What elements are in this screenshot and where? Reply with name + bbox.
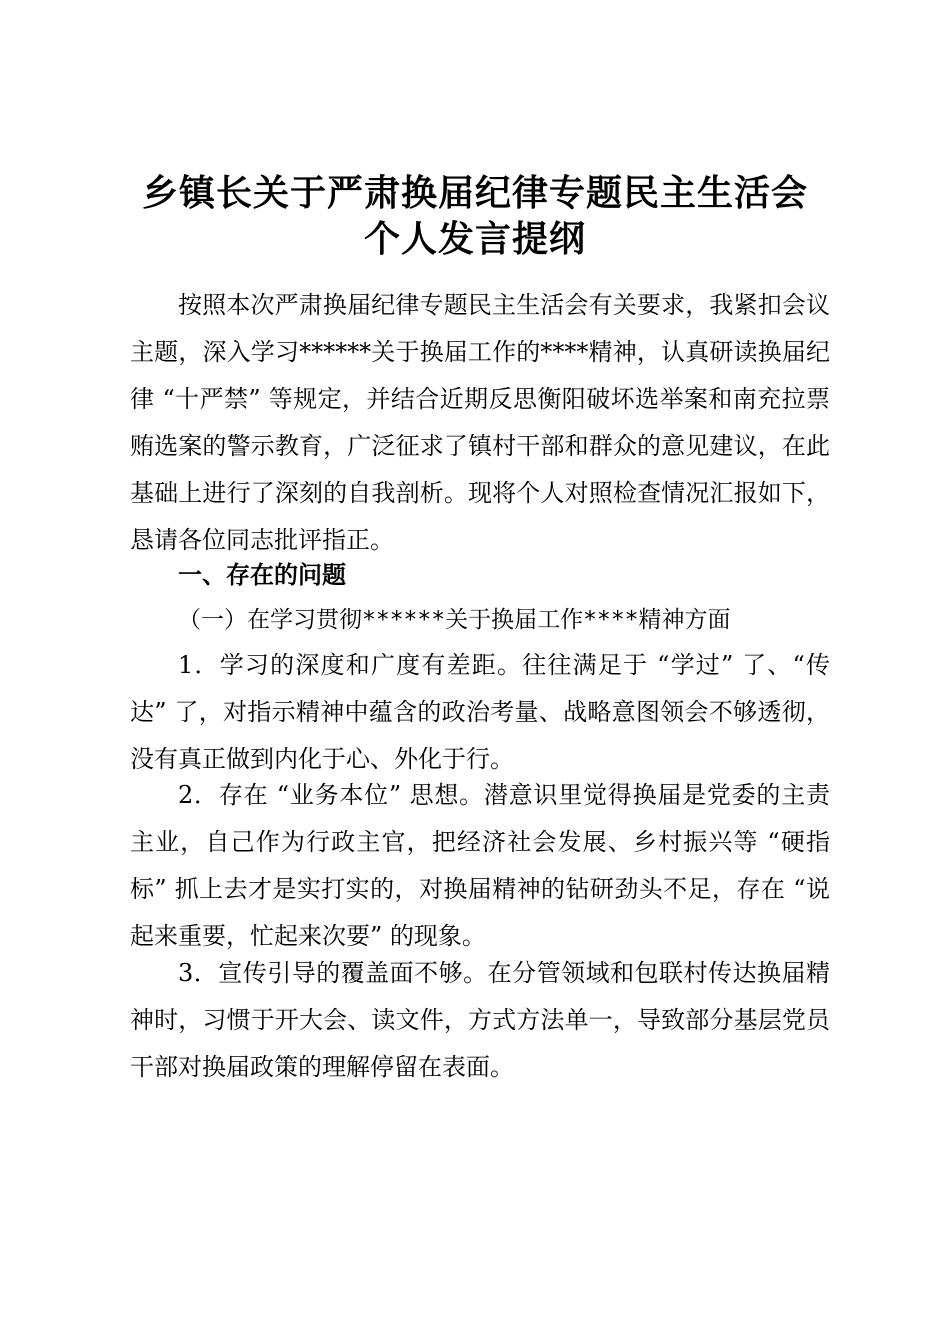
item-3-block — [130, 950, 830, 1091]
item-1-paragraph: 1．学习的深度和广度有差距。往往满足于 “学过” 了、“传达” 了，对指示精神中蕴含的政治考量、战略意图领会不够透彻，没有真正做到内化于心、外化于行。 — [130, 651, 830, 773]
item-3-paragraph: 3．宣传引导的覆盖面不够。在分管领域和包联村传达换届精神时，习惯于开大会、读文件，方式方法单一，导致部分基层党员干部对换届政策的理解停留在表面。 — [130, 959, 830, 1081]
intro-paragraph-block — [130, 282, 830, 564]
item-1-block — [130, 642, 830, 783]
subsection-heading-study: （一）在学习贯彻******关于换届工作****精神方面 — [178, 607, 731, 633]
item-2-block — [130, 772, 830, 960]
intro-paragraph: 按照本次严肃换届纪律专题民主生活会有关要求，我紧扣会议主题，深入学习******关于换届工作的****精神，认真研读换届纪律 “十严禁” 等规定，并结合近期反思衡阳破坏选举案和南充拉票贿选案的警示教育，广泛征求了镇村干部和群众的意见建议，在此基础上进行了深刻的自我剖析。现将个人对照检查情况汇报如下，恳请各位同志批评指正。 — [130, 291, 830, 554]
document-title-line-1: 乡镇长关于严肃换届纪律专题民主生活会 — [141, 173, 808, 214]
section-heading-problems: 一、存在的问题 — [178, 561, 346, 589]
item-2-paragraph: 2．存在 “业务本位” 思想。潜意识里觉得换届是党委的主责主业，自己作为行政主官，把经济社会发展、乡村振兴等 “硬指标” 抓上去才是实打实的，对换届精神的钻研劲头不足，存在 “说起来重要，忙起来次要” 的现象。 — [130, 781, 830, 950]
document-title-line-2: 个人发言提纲 — [363, 219, 586, 260]
